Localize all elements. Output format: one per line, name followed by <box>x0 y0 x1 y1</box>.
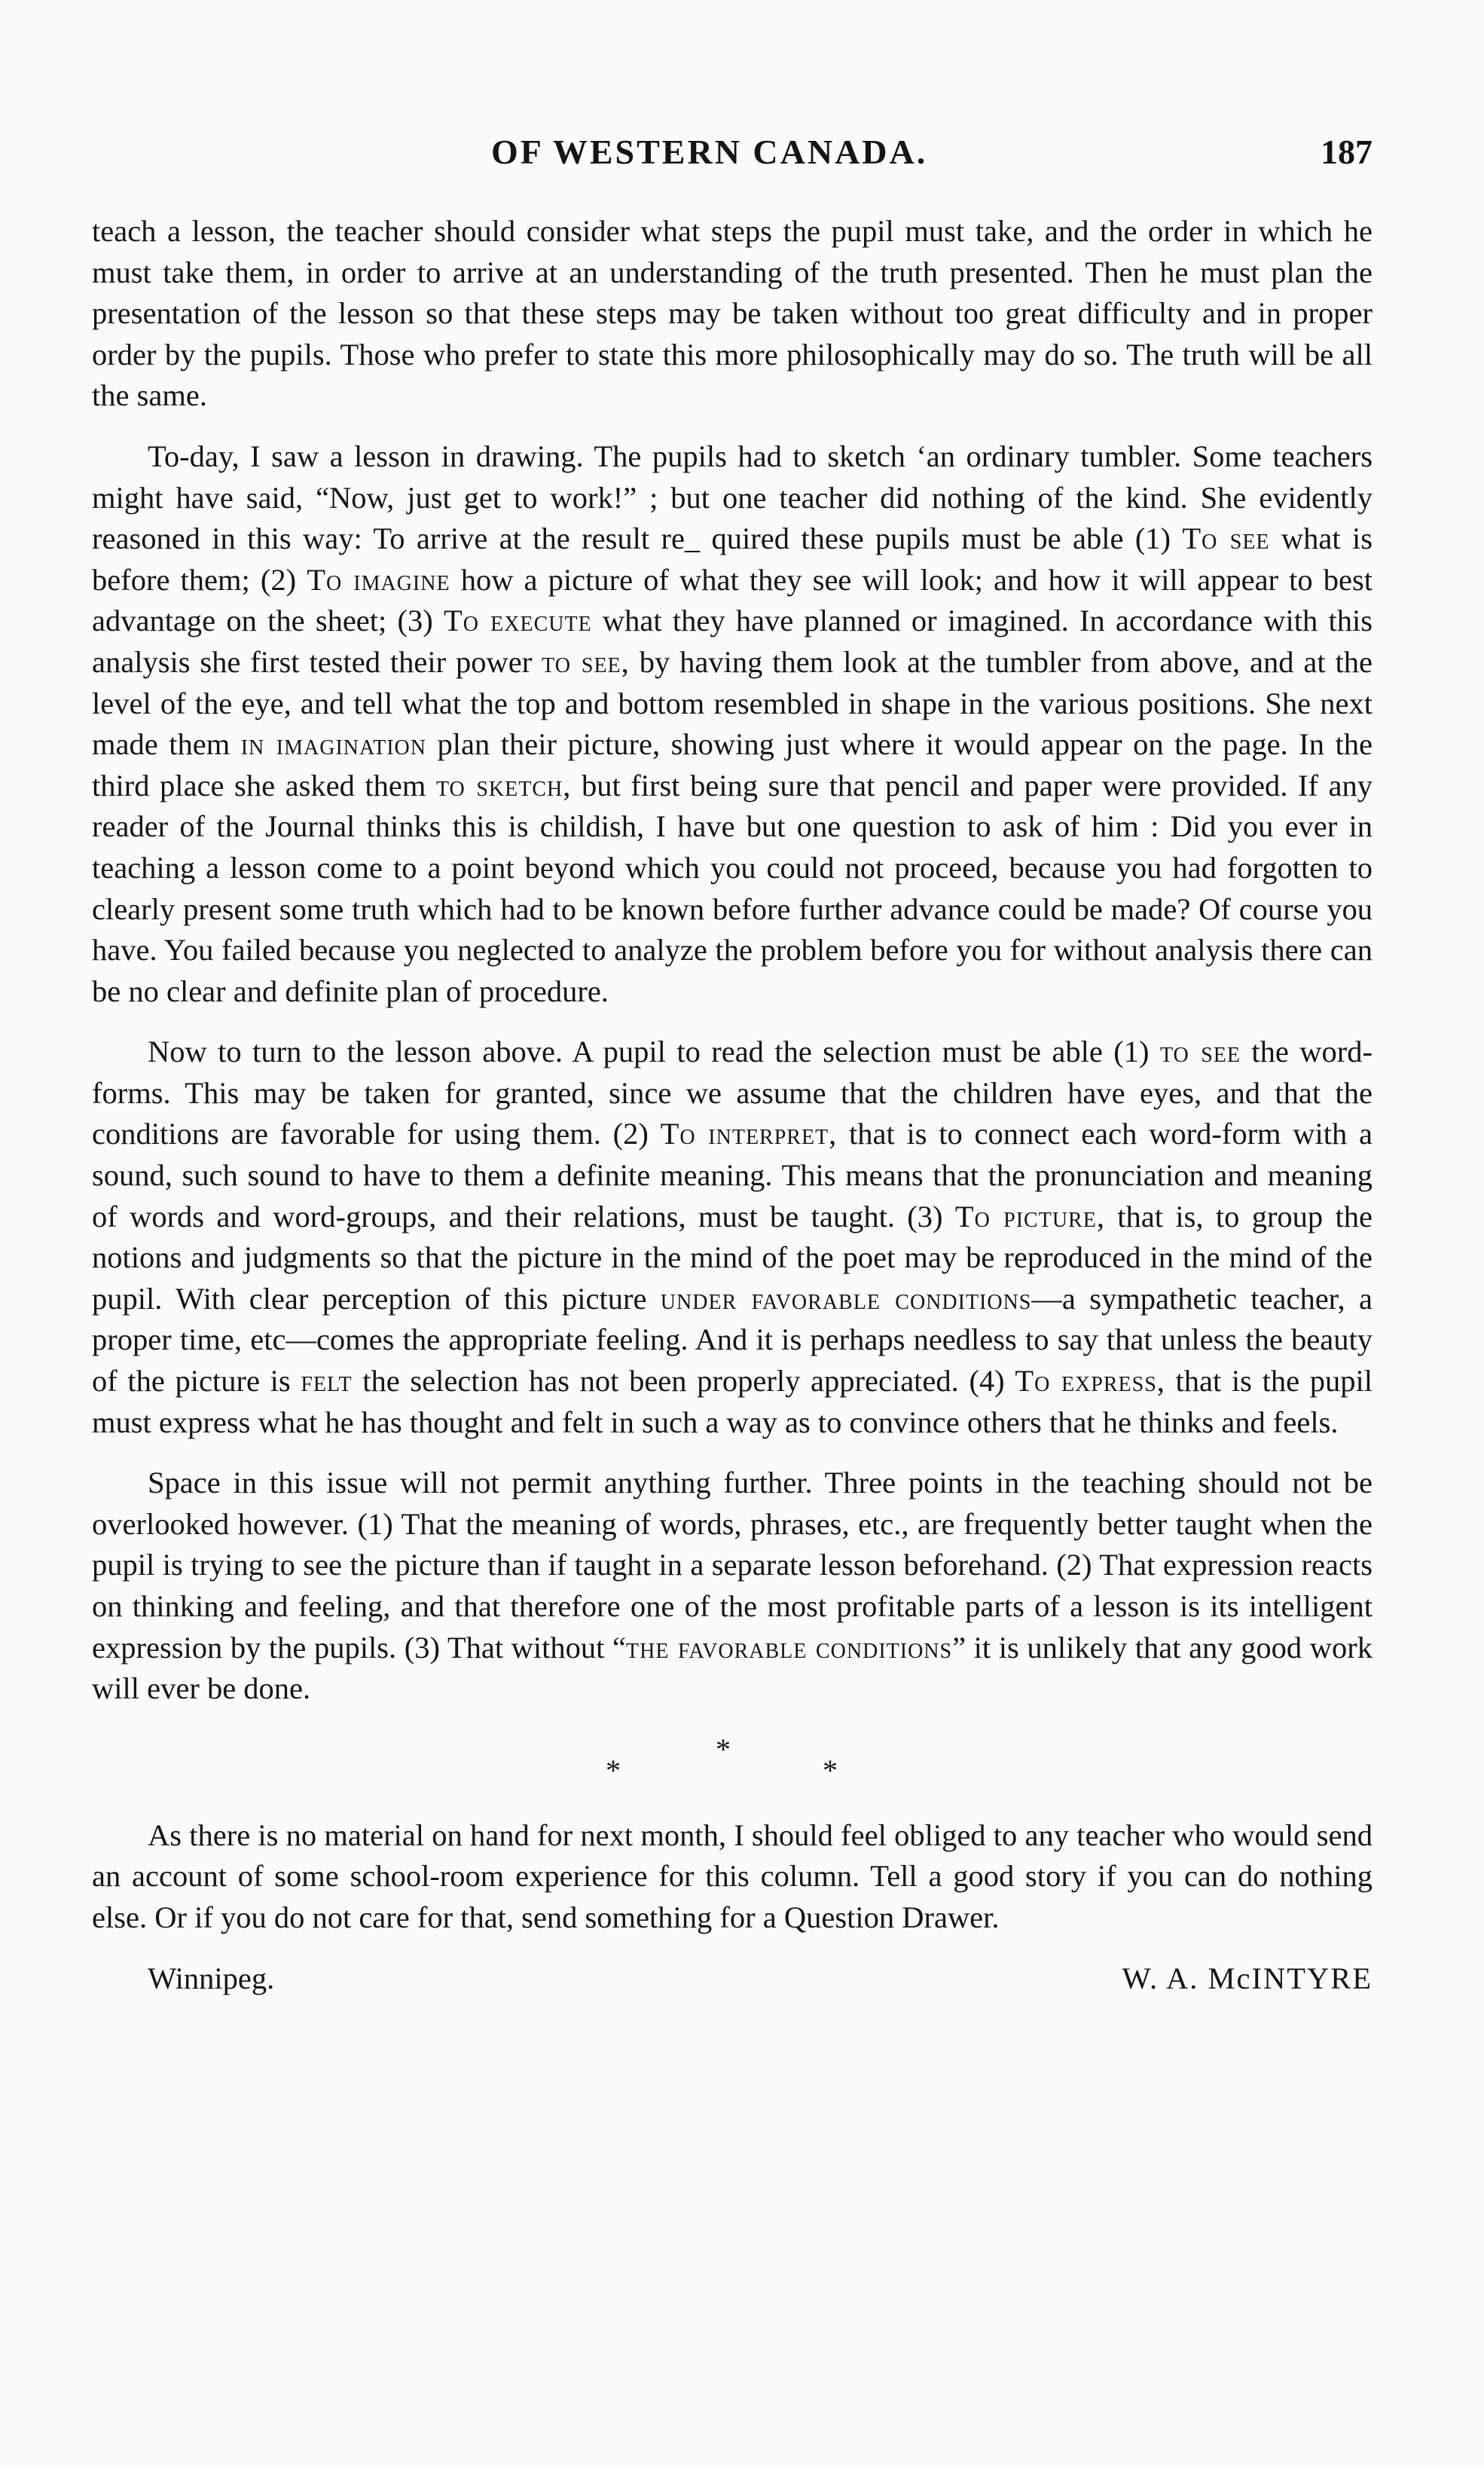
text-run: To-day, I saw a lesson in drawing. The pupils had to sketch ‘an ordinary tumbler. Some teachers might have said, “Now, just get to work!” ; but one teacher did nothing of the kind. She evidently reasoned in this way: To arrive at the result re_ quired these pupils must be able (1) <box>92 439 1373 556</box>
text-run: Space in this issue will not permit anything further. Three points in the teaching should not be overlooked however. (1) That the meaning of words, phrases, etc., are frequently better taught when the pupil is trying to see the picture than if taught in a separate lesson beforehand. (2) That expression reacts on thinking and feeling, and that therefore one of the most profitable parts of a lesson is its intelligent expression by the pupils. (3) That without “ <box>92 1466 1373 1665</box>
signature-row <box>92 1958 1373 2001</box>
small-caps-run: To imagine <box>307 562 450 597</box>
small-caps-run: To picture, <box>954 1199 1105 1234</box>
small-caps-run: To execute <box>443 604 592 638</box>
asterisk-right: * <box>823 1753 838 1787</box>
paragraph-4 <box>92 1463 1373 1710</box>
text-run: ” it is unlikely that any good work will ever be done. <box>92 1630 1373 1706</box>
paragraph-3 <box>92 1032 1373 1443</box>
author-signature: W. A. McINTYRE <box>1122 1961 1373 1995</box>
text-run: how a picture of what they see will look; and how it will appear to best advantage on the sheet; (3) <box>92 562 1373 638</box>
article-body <box>92 211 1373 2001</box>
text-run: teach a lesson, the teacher should consider what steps the pupil must take, and the order in which he must take them, in order to arrive at an understanding of the truth presented. Then he must plan the presentation of the lesson so that these steps may be taken without too great difficulty and in proper order by the pupils. Those who prefer to state this more philosophically may do so. The truth will be all the same. <box>92 214 1373 413</box>
text-run: the selection has not been properly appreciated. (4) <box>352 1364 1015 1399</box>
running-title: OF WESTERN CANADA. <box>491 133 928 171</box>
section-break <box>92 1729 1373 1799</box>
small-caps-run: under favorable conditions <box>660 1281 1032 1316</box>
text-run: Now to turn to the lesson above. A pupil to read the selection must be able (1) <box>148 1035 1160 1069</box>
small-caps-run: felt <box>301 1364 353 1399</box>
small-caps-run: To interpret, <box>660 1117 838 1151</box>
text-run: but first being sure that pencil and paper were provided. If any reader of the Journal thinks this is childish, I have but one question to ask of him : Did you ever in teaching a lesson come to a point beyond which you could not proceed, because you had forgotten to clearly present some truth which had to be known before further advance could be made? Of course you have. You failed because you neglected to analyze the problem before you for without analysis there can be no clear and definite plan of procedure. <box>92 768 1373 1008</box>
asterisk-left: * <box>606 1753 621 1787</box>
page-number: 187 <box>1321 133 1373 171</box>
text-run: what they have planned or imagined. In accordance with this analysis she first tested their power <box>92 604 1373 679</box>
small-caps-run: to sketch, <box>435 768 572 802</box>
text-run: plan their picture, showing just where it would appear on the page. In the third place she asked them <box>92 727 1373 802</box>
small-caps-run: To see <box>1182 521 1270 556</box>
text-run: what is before them; (2) <box>92 521 1373 597</box>
small-caps-run: to see <box>1159 1035 1241 1069</box>
text-run: that is, to group the notions and judgments so that the picture in the mind of the poet may be reproduced in the mind of the pupil. With clear perception of this picture <box>92 1199 1373 1316</box>
text-run: by having them look at the tumbler from above, and at the level of the eye, and tell what the top and bottom resembled in shape in the various positions. She next made them <box>92 644 1373 762</box>
running-header <box>92 132 1373 177</box>
closing-paragraph: As there is no material on hand for next month, I should feel obliged to any teacher who would send an account of some school-room experience for this column. Tell a good story if you can do nothing else. Or if you do not care for that, send something for a Question Drawer. <box>92 1817 1373 1934</box>
paragraph-1 <box>92 211 1373 417</box>
dateline-place: Winnipeg. <box>148 1961 275 1995</box>
small-caps-run: to see, <box>542 644 630 679</box>
text-run: the word-forms. This may be taken for granted, since we assume that the children have eyes, and that the conditions are favorable for using them. (2) <box>92 1035 1373 1151</box>
asterisk-top: * <box>716 1732 731 1766</box>
text-run: —a sympathetic teacher, a proper time, etc—comes the appropriate feeling. And it is perhaps needless to say that unless the beauty of the picture is <box>92 1281 1373 1399</box>
text-run: that is to connect each word-form with a sound, such sound to have to them a definite meaning. This means that the pronunciation and meaning of words and word-groups, and their relations, must be taught. (3) <box>92 1117 1373 1234</box>
small-caps-run: the favorable conditions <box>626 1630 953 1665</box>
paragraph-2 <box>92 436 1373 1012</box>
small-caps-run: in imagination <box>240 727 426 762</box>
small-caps-run: To express, <box>1015 1364 1165 1399</box>
text-run: that is the pupil must express what he has thought and felt in such a way as to convince others that he thinks and feels. <box>92 1364 1373 1439</box>
